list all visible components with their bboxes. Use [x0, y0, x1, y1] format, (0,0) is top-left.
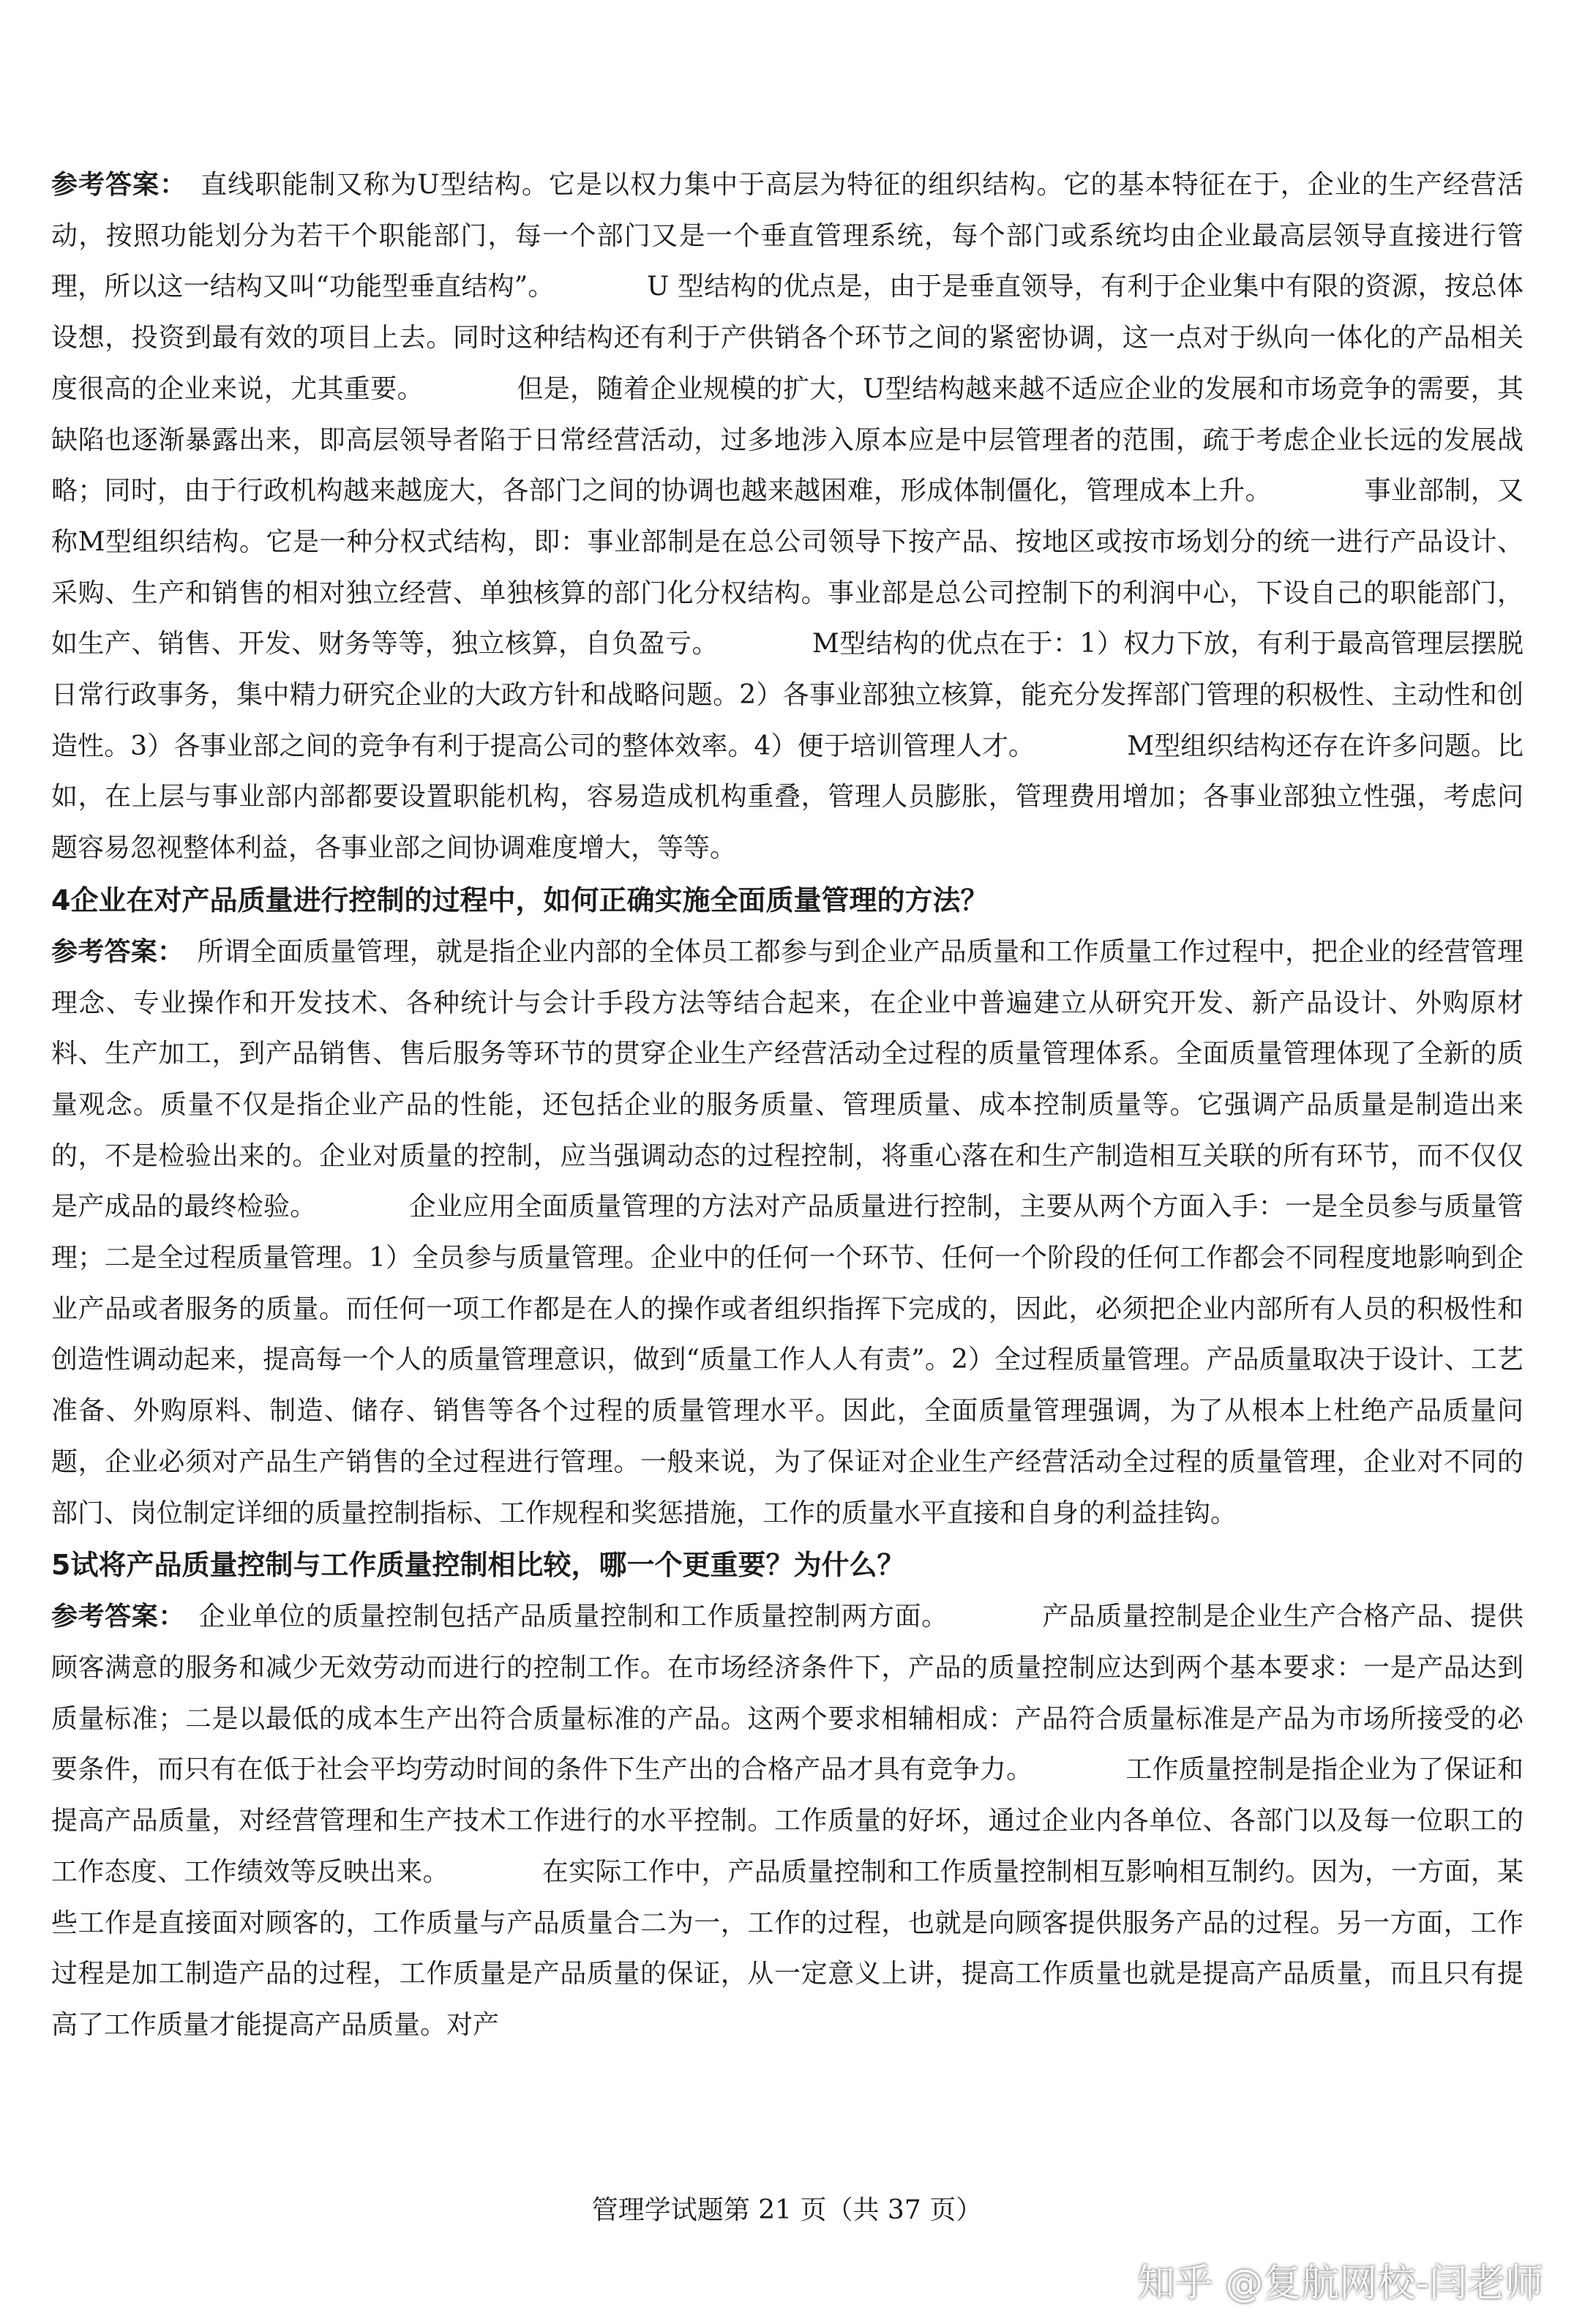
answer-text: 直线职能制又称为U型结构。它是以权力集中于高层为特征的组织结构。它的基本特征在于，企业的生产经营活动，按照功能划分为若干个职能部门，每一个部门又是一个垂直管理系统，每个部门或系统均由企业最高层领导直接进行管理，所以这一结构又叫“功能型垂直结构”。 U 型结构的优点是，由于是垂直领导，有利于企业集中有限的资源，按总体设想，投资到最有效的项目上去。同时这种结构还有利于产供销各个环节之间的紧密协调，这一点对于纵向一体化的产品相关度很高的企业来说，尤其重要。 但是，随着企业规模的扩大，U型结构越来越不适应企业的发展和市场竞争的需要，其缺陷也逐渐暴露出来，即高层领导者陷于日常经营活动，过多地涉入原本应是中层管理者的范围，疏于考虑企业长远的发展战略；同时，由于行政机构越来越庞大，各部门之间的协调也越来越困难，形成体制僵化，管理成本上升。 事业部制，又称M型组织结构。它是一种分权式结构，即：事业部制是在总公司领导下按产品、按地区或按市场划分的统一进行产品设计、采购、生产和销售的相对独立经营、单独核算的部门化分权结构。事业部是总公司控制下的利润中心，下设自己的职能部门，如生产、销售、开发、财务等等，独立核算，自负盈亏。 M型结构的优点在于：1）权力下放，有利于最高管理层摆脱日常行政事务，集中精力研究企业的大政方针和战略问题。2）各事业部独立核算，能充分发挥部门管理的积极性、主动性和创造性。3）各事业部之间的竞争有利于提高公司的整体效率。4）便于培训管理人才。 M型组织结构还存在许多问题。比如，在上层与事业部内部都要设置职能机构，容易造成机构重叠，管理人员膨胀，管理费用增加；各事业部独立性强，考虑问题容易忽视整体利益，各事业部之间协调难度增大，等等。	[51, 170, 1524, 864]
question-heading: 5试将产品质量控制与工作质量控制相比较，哪一个更重要？为什么？	[51, 1549, 905, 1582]
watermark: 知乎 @复航网校-闫老师	[1136, 2262, 1543, 2306]
answer-label: 参考答案：	[51, 1602, 172, 1632]
answer-label: 参考答案：	[51, 936, 171, 967]
page-footer: 管理学试题第 21 页（共 37 页）	[591, 2195, 983, 2225]
answer-paragraph	[51, 927, 1524, 1539]
answer-text: 企业单位的质量控制包括产品质量控制和工作质量控制两方面。 产品质量控制是企业生产合格产品、提供顾客满意的服务和减少无效劳动而进行的控制工作。在市场经济条件下，产品的质量控制应达到两个基本要求：一是产品达到质量标准；二是以最低的成本生产出符合质量标准的产品。这两个要求相辅相成：产品符合质量标准是产品为市场所接受的必要条件，而只有在低于社会平均劳动时间的条件下生产出的合格产品才具有竞争力。 工作质量控制是指企业为了保证和提高产品质量，对经营管理和生产技术工作进行的水平控制。工作质量的好坏，通过企业内各单位、各部门以及每一位职工的工作态度、工作绩效等反映出来。 在实际工作中，产品质量控制和工作质量控制相互影响相互制约。因为，一方面，某些工作是直接面对顾客的，工作质量与产品质量合二为一，工作的过程，也就是向顾客提供服务产品的过程。另一方面，工作过程是加工制造产品的过程，工作质量是产品质量的保证，从一定意义上讲，提高工作质量也就是提高产品质量，而且只有提高了工作质量才能提高产品质量。对产	[51, 1602, 1524, 2040]
page-content	[51, 160, 1524, 2051]
answer-paragraph	[51, 160, 1524, 874]
answer-label: 参考答案：	[51, 170, 174, 200]
answer-text: 所谓全面质量管理，就是指企业内部的全体员工都参与到企业产品质量和工作质量工作过程中，把企业的经营管理理念、专业操作和开发技术、各种统计与会计手段方法等结合起来，在企业中普遍建立从研究开发、新产品设计、外购原材料、生产加工，到产品销售、售后服务等环节的贯穿企业生产经营活动全过程的质量管理体系。全面质量管理体现了全新的质量观念。质量不仅是指企业产品的性能，还包括企业的服务质量、管理质量、成本控制质量等。它强调产品质量是制造出来的，不是检验出来的。企业对质量的控制，应当强调动态的过程控制，将重心落在和生产制造相互关联的所有环节，而不仅仅是产成品的最终检验。 企业应用全面质量管理的方法对产品质量进行控制，主要从两个方面入手：一是全员参与质量管理；二是全过程质量管理。1）全员参与质量管理。企业中的任何一个环节、任何一个阶段的任何工作都会不同程度地影响到企业产品或者服务的质量。而任何一项工作都是在人的操作或者组织指挥下完成的，因此，必须把企业内部所有人员的积极性和创造性调动起来，提高每一个人的质量管理意识，做到“质量工作人人有责”。2）全过程质量管理。产品质量取决于设计、工艺准备、外购原料、制造、储存、销售等各个过程的质量管理水平。因此，全面质量管理强调，为了从根本上杜绝产品质量问题，企业必须对产品生产销售的全过程进行管理。一般来说，为了保证对企业生产经营活动全过程的质量管理，企业对不同的部门、岗位制定详细的质量控制指标、工作规程和奖惩措施，工作的质量水平直接和自身的利益挂钩。	[51, 936, 1524, 1528]
question-heading: 4企业在对产品质量进行控制的过程中，如何正确实施全面质量管理的方法？	[51, 883, 989, 916]
answer-paragraph	[51, 1591, 1524, 2050]
